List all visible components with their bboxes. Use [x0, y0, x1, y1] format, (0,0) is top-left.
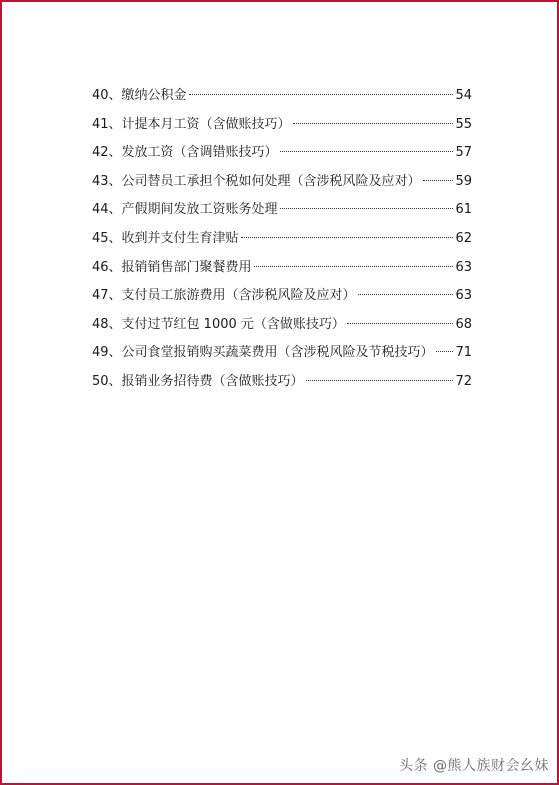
toc-entry[interactable]: [92, 111, 472, 140]
toc-entry[interactable]: [92, 168, 472, 197]
toc-entry[interactable]: [92, 368, 472, 397]
toc-entry-number: 43、: [92, 173, 122, 189]
table-of-contents: [92, 82, 472, 397]
toc-entry[interactable]: [92, 196, 472, 225]
toc-dot-leader: [280, 151, 454, 152]
toc-dot-leader: [436, 351, 454, 352]
toc-entry[interactable]: [92, 82, 472, 111]
toc-entry[interactable]: [92, 139, 472, 168]
toc-entry-title: 支付员工旅游费用（含涉税风险及应对）: [121, 288, 356, 304]
toc-entry[interactable]: [92, 282, 472, 311]
toc-entry-page: 63: [455, 288, 472, 304]
toc-entry-number: 45、: [92, 230, 122, 246]
toc-entry-title: 缴纳公积金: [121, 88, 187, 103]
toc-entry-page: 63: [455, 259, 472, 275]
toc-entry-title: 收到并支付生育津贴: [121, 230, 239, 246]
toc-dot-leader: [423, 180, 454, 181]
toc-entry-title: 报销销售部门聚餐费用: [121, 259, 252, 275]
toc-entry-number: 49、: [92, 345, 122, 361]
toc-dot-leader: [241, 237, 454, 238]
toc-entry-title: 公司食堂报销购买蔬菜费用（含涉税风险及节税技巧）: [121, 345, 434, 361]
toc-entry-page: 72: [455, 373, 472, 389]
toc-entry-title: 报销业务招待费（含做账技巧）: [121, 373, 304, 389]
toc-entry-number: 42、: [92, 145, 122, 161]
toc-entry-title: 发放工资（含调错账技巧）: [121, 145, 278, 161]
toc-entry-page: 68: [455, 316, 472, 332]
toc-entry[interactable]: [92, 311, 472, 340]
toc-entry-number: 48、: [92, 316, 122, 332]
toc-entry-number: 41、: [92, 116, 122, 132]
toc-entry-page: 54: [455, 88, 472, 103]
toc-entry-page: 71: [455, 345, 472, 361]
toc-entry-page: 61: [455, 202, 472, 218]
toc-entry-number: 50、: [92, 373, 122, 389]
source-watermark: 头条 @熊人族财会幺妹: [399, 758, 549, 774]
toc-entry-page: 59: [455, 173, 472, 189]
toc-entry-number: 44、: [92, 202, 122, 218]
toc-dot-leader: [254, 266, 454, 267]
toc-entry-number: 46、: [92, 259, 122, 275]
toc-entry-page: 57: [455, 145, 472, 161]
toc-entry-title: 支付过节红包 1000 元（含做账技巧）: [121, 316, 345, 332]
toc-entry-title: 计提本月工资（含做账技巧）: [121, 116, 291, 132]
toc-entry-title: 公司替员工承担个税如何处理（含涉税风险及应对）: [121, 173, 421, 189]
toc-entry-number: 40、: [92, 88, 122, 103]
toc-entry-page: 62: [455, 230, 472, 246]
toc-entry[interactable]: [92, 339, 472, 368]
toc-entry[interactable]: [92, 225, 472, 254]
toc-dot-leader: [293, 123, 454, 124]
toc-dot-leader: [306, 380, 454, 381]
toc-dot-leader: [189, 94, 454, 95]
toc-entry[interactable]: [92, 254, 472, 283]
toc-dot-leader: [280, 208, 454, 209]
toc-entry-page: 55: [455, 116, 472, 132]
toc-entry-number: 47、: [92, 288, 122, 304]
toc-dot-leader: [358, 294, 454, 295]
toc-dot-leader: [347, 323, 454, 324]
toc-entry-title: 产假期间发放工资账务处理: [121, 202, 278, 218]
